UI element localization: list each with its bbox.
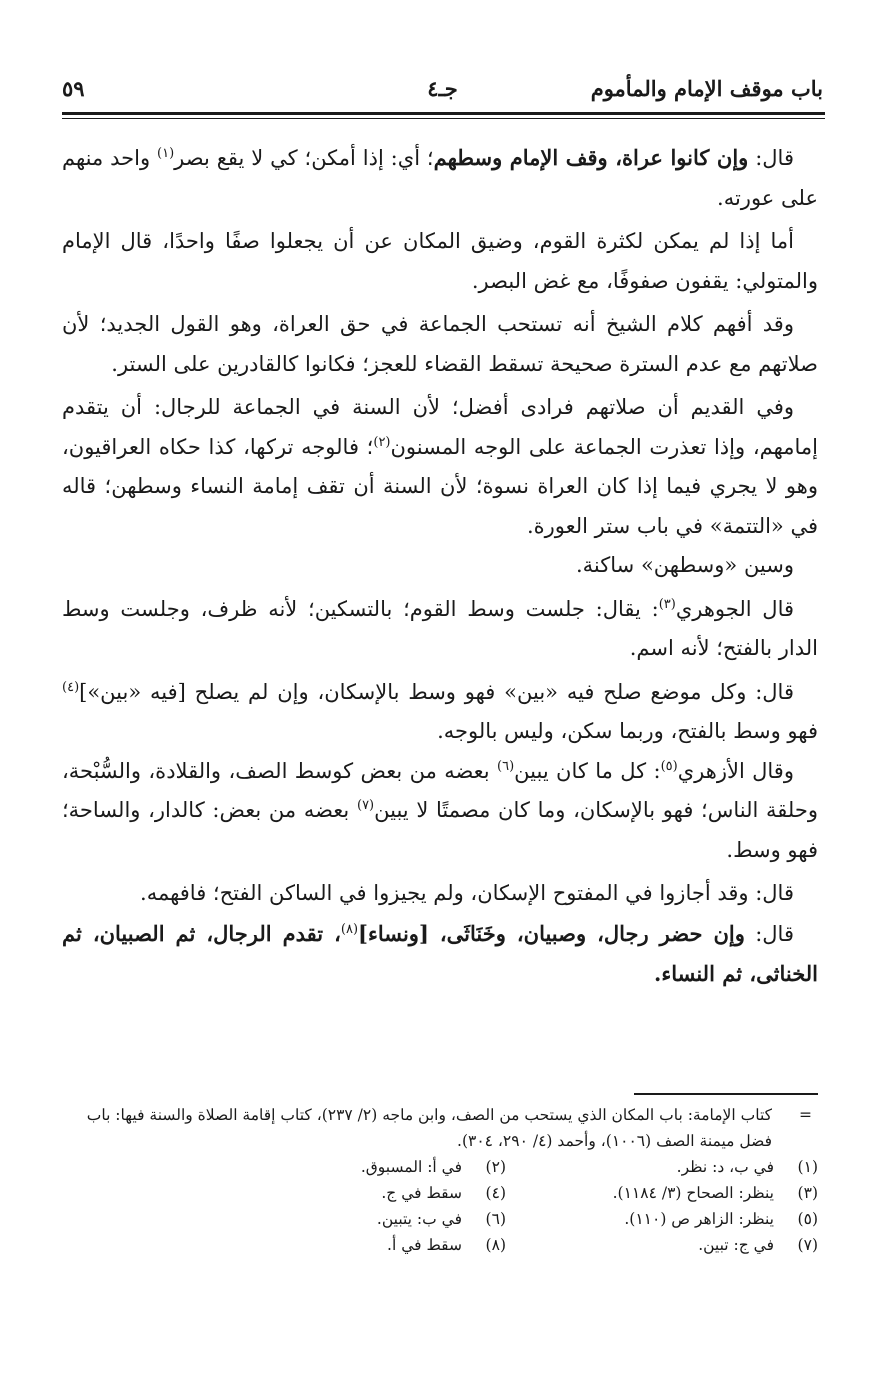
paragraph: وفي القديم أن صلاتهم فرادى أفضل؛ لأن السنة في الجماعة للرجال: أن يتقدم إمامهم، وإذا تعذرت الجماعة على الوجه المسنون$^{(٢)}$؛ فالوجه تركها، كذا حكاه العراقيون، وهو لا يجري فيما إذا كان العراة نسوة؛ لأن السنة أن تقف إمامة النساء وسطهن؛ قاله في «التتمة» في باب ستر العورة.	[62, 395, 818, 538]
matn-text: ، تقدم الرجال، ثم الصبيان، ثم الخناثى، ثم النساء.	[62, 920, 818, 986]
matn-text: وإن حضر رجال، وصبيان، وخَنَاثَى، [ونساء]	[358, 920, 745, 946]
volume-number: جـ٤	[427, 76, 458, 101]
footnote-ref: (٣)	[658, 596, 676, 612]
footnotes	[62, 1102, 818, 1258]
footnote-list	[62, 1154, 818, 1258]
paragraph: وقد أفهم كلام الشيخ أنه تستحب الجماعة في حق العراة، وهو القول الجديد؛ لأن صلاتهم مع عدم السترة صحيحة تسقط القضاء للعجز؛ فكانوا كالقادرين على الستر.	[62, 312, 818, 376]
footnote-item: (٨)سقط في أ.	[387, 1236, 506, 1254]
paragraph: وقال الأزهري$^{(٥)}$: كل ما كان يبين$^{(٦)}$ بعضه من بعض كوسط الصف، والقلادة، والسُّبْحة، وحلقة الناس؛ فهو بالإسكان، وما كان مصمتًا لا يبين$^{(٧)}$ بعضه من بعض: كالدار، والساحة؛ فهو وسط.	[62, 758, 819, 862]
page-number: ٥٩	[62, 76, 85, 101]
paragraph: قال: وإن حضر رجال، وصبيان، وخَنَاثَى، [ونساء]$^{(٨)}$، تقدم الرجال، ثم الصبيان، ثم الخناثى، ثم النساء.	[62, 920, 818, 986]
footnote-ref: (٧)	[356, 798, 375, 813]
paragraph: قال الجوهري$^{(٣)}$: يقال: جلست وسط القوم؛ بالتسكين؛ لأنه ظرف، وجلست وسط الدار بالفتح؛ لأنه اسم.	[62, 596, 818, 660]
paragraph: قال: وقد أجازوا في المفتوح الإسكان، ولم يجيزوا في الساكن الفتح؛ فافهمه.	[140, 881, 794, 905]
footnote-item: (٥)ينظر: الزاهر ص (١١٠).	[624, 1210, 818, 1228]
footnote-ref: (٢)	[373, 434, 391, 450]
footnote-item: (٦)في ب: يتبين.	[376, 1210, 506, 1228]
footnote-ref: (٤)	[62, 679, 80, 695]
paragraph: أما إذا لم يمكن لكثرة القوم، وضيق المكان عن أن يجعلوا صفًا واحدًا، قال الإمام والمتولي: يقفون صفوفًا، مع غض البصر.	[62, 229, 818, 293]
footnote-item: (٣)ينظر: الصحاح (٣/ ١١٨٤).	[612, 1184, 818, 1202]
paragraph: قال: وكل موضع صلح فيه «بين» فهو وسط بالإسكان، وإن لم يصلح [فيه «بين»]$^{(٤)}$ فهو وسط بالفتح، وربما سكن، وليس بالوجه.	[62, 679, 818, 743]
header-rule-thick	[62, 112, 825, 115]
paragraph: وسين «وسطهن» ساكنة.	[576, 553, 794, 577]
footnote-ref: (١)	[157, 146, 175, 161]
footnote-ref: (٥)	[660, 758, 678, 774]
footnote-item: (١)في ب، د: نظر.	[676, 1158, 818, 1176]
paragraph: قال: وإن كانوا عراة، وقف الإمام وسطهم؛ أي: إذا أمكن؛ كي لا يقع بصر$^{(١)}$ واحد منهم على عورته.	[62, 145, 818, 210]
chapter-title: باب موقف الإمام والمأموم	[590, 76, 823, 101]
footnote-item: (٤)سقط في ج.	[381, 1184, 506, 1202]
header-rule-thin	[62, 118, 825, 119]
continuation-mark: =	[799, 1106, 812, 1124]
footnote-ref: (٦)	[497, 758, 515, 774]
footnote-ref: (٨)	[340, 921, 359, 937]
main-text	[62, 138, 818, 995]
footnote-item: (٢)في أ: المسبوق.	[360, 1158, 506, 1176]
footnote-separator	[634, 1093, 818, 1095]
footnote-item: (٧)في ج: تبين.	[698, 1236, 818, 1254]
running-header	[62, 70, 823, 110]
footnote-continuation: = كتاب الإمامة: باب المكان الذي يستحب من الصف، وابن ماجه (٢/ ٢٣٧)، كتاب إقامة الصلاة والسنة فيها: باب فضل ميمنة الصف (١٠٠٦)، وأحمد (٤/ ٢٩٠، ٣٠٤).	[62, 1102, 818, 1154]
matn-text: وإن كانوا عراة، وقف الإمام وسطهم	[433, 145, 749, 170]
